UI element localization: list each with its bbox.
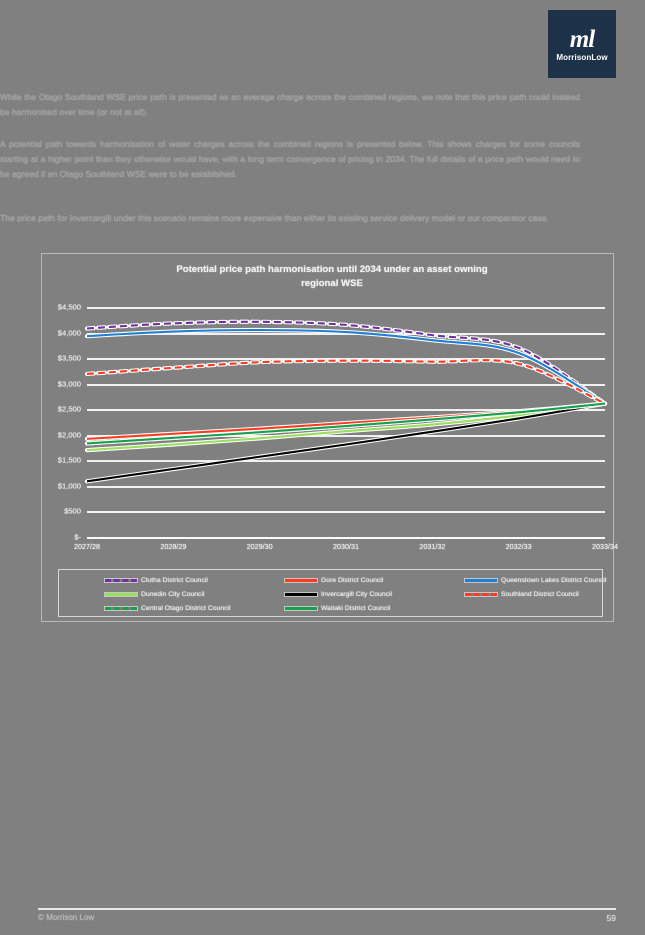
legend-label: Southland District Council — [501, 591, 579, 598]
legend-item[interactable] — [285, 588, 392, 601]
legend-item[interactable] — [105, 574, 231, 587]
legend-swatch — [285, 607, 317, 610]
chart-title-line-1: Potential price path harmonisation until 2034 under an asset owning — [176, 264, 488, 275]
legend-item[interactable] — [105, 588, 231, 601]
chart-series-lines — [87, 307, 605, 537]
x-axis-tick-label: 2030/31 — [333, 542, 359, 551]
x-axis-tick-label: 2027/28 — [74, 542, 100, 551]
legend-label: Waitaki District Council — [321, 605, 391, 612]
legend-swatch — [285, 593, 317, 596]
footer-page-number: 59 — [606, 913, 616, 923]
body-paragraph-1: While the Otago Southland WSE price path is presented as an average charge across the combined regions, we note that this price path could instead be harmonised over time (or not at all). — [0, 92, 580, 117]
legend-item[interactable] — [465, 588, 606, 601]
x-axis-tick-label: 2031/32 — [419, 542, 446, 551]
y-axis-labels — [42, 302, 84, 542]
y-axis-tick-label: $4,500 — [57, 302, 81, 312]
x-axis-line — [87, 537, 605, 539]
legend-swatch — [105, 593, 137, 596]
chart-legend — [58, 569, 607, 617]
y-axis-tick-label: $1,500 — [57, 455, 81, 465]
legend-label: Clutha District Council — [141, 577, 208, 584]
legend-swatch — [465, 579, 497, 582]
x-axis-tick-label: 2029/30 — [246, 542, 273, 551]
logo-word-morrison: Morrison — [556, 52, 592, 62]
y-axis-tick-label: $2,500 — [57, 404, 81, 414]
legend-swatch — [285, 579, 317, 582]
footer-divider — [38, 908, 616, 910]
x-axis-tick-label: 2032/33 — [505, 542, 532, 551]
legend-item[interactable] — [285, 574, 392, 587]
legend-column-1 — [105, 574, 231, 616]
logo-mark-icon: ml — [569, 25, 595, 53]
legend-column-3 — [465, 574, 606, 602]
y-axis-tick-label: $2,000 — [57, 430, 81, 440]
y-axis-tick-label: $3,000 — [57, 379, 81, 389]
y-axis-tick-label: $3,500 — [57, 353, 81, 363]
y-axis-tick-label: $4,000 — [57, 328, 81, 338]
y-axis-tick-label: $1,000 — [57, 481, 81, 491]
chart-title-line-2: regional WSE — [301, 278, 363, 289]
legend-item[interactable] — [285, 602, 392, 615]
legend-swatch — [465, 593, 497, 596]
logo-wordmark — [556, 54, 607, 62]
price-path-chart — [41, 253, 618, 622]
legend-label: Invercargill City Council — [321, 591, 393, 598]
legend-label: Central Otago District Council — [141, 605, 231, 612]
morrison-low-logo — [548, 10, 616, 78]
y-axis-tick-label: $- — [74, 532, 81, 542]
legend-label: Queenstown Lakes District Council — [501, 577, 607, 584]
logo-word-low: Low — [591, 52, 608, 62]
legend-column-2 — [285, 574, 392, 616]
legend-item[interactable] — [465, 574, 606, 587]
legend-label: Dunedin City Council — [141, 591, 205, 598]
x-axis-tick-label: 2028/29 — [160, 542, 187, 551]
chart-plot-area — [87, 307, 605, 537]
legend-label: Gore District Council — [321, 577, 384, 584]
x-axis-tick-label: 2033/34 — [592, 542, 618, 551]
legend-swatch — [105, 607, 137, 610]
body-paragraph-3: The price path for Invercargill under this scenario remains more expensive than either its existing service delivery model or our comparator case. — [0, 213, 549, 223]
body-paragraph-2: A potential path towards harmonisation of water charges across the combined regions is presented below. This shows charges for some councils starting at a higher point than they otherwise would have, with a long term convergence of pricing in 2034. The full details of a price path would need to be agreed if an Otago Southland WSE were to be established. — [0, 139, 580, 179]
y-axis-tick-label: $500 — [64, 506, 81, 516]
chart-title — [82, 263, 582, 291]
legend-item[interactable] — [105, 602, 231, 615]
footer-copyright: © Morrison Low — [38, 913, 95, 922]
legend-swatch — [105, 579, 137, 582]
